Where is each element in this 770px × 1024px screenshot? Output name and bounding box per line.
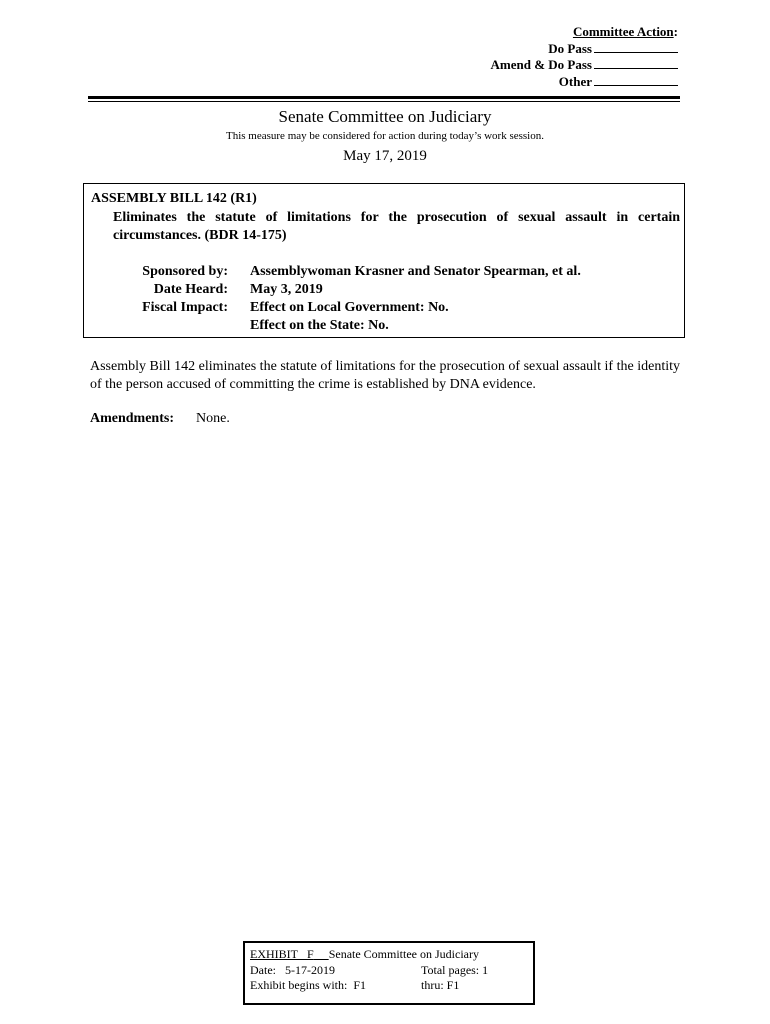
work-session-notice: This measure may be considered for action during today’s work session. xyxy=(225,130,544,142)
sponsored-value: Assemblywoman Krasner and Senator Spearman, et al. xyxy=(250,264,581,279)
other-line: Other xyxy=(491,74,678,91)
exhibit-thru-label: thru: xyxy=(421,978,444,992)
header-divider-thin xyxy=(88,101,680,102)
fiscal-state-value: Effect on the State: No. xyxy=(250,318,389,333)
exhibit-letter: F xyxy=(307,947,314,961)
bill-summary-text: Assembly Bill 142 eliminates the statute of limitations for the prosecution of sexual assault if the identity of the person accused of committing the crime is established by DNA evidence. xyxy=(90,359,680,392)
exhibit-row-1 xyxy=(250,947,533,963)
committee-action-block xyxy=(491,24,678,90)
committee-title: Senate Committee on Judiciary xyxy=(278,107,492,126)
amend-do-pass-blank xyxy=(594,57,678,69)
exhibit-begins-value: F1 xyxy=(353,978,367,992)
other-blank xyxy=(594,74,678,86)
exhibit-thru-value: F1 xyxy=(446,978,460,992)
exhibit-begins-label: Exhibit begins with: xyxy=(250,978,348,992)
do-pass-blank xyxy=(594,41,678,53)
exhibit-date-label: Date: xyxy=(250,962,276,977)
date-heard-label: Date Heard: xyxy=(153,282,228,297)
sponsored-label: Sponsored by: xyxy=(142,264,228,279)
fiscal-local-value: Effect on Local Government: No. xyxy=(250,300,449,315)
exhibit-committee: Senate Committee on Judiciary xyxy=(328,947,479,961)
bill-summary-box xyxy=(83,183,685,338)
hearing-date: May 17, 2019 xyxy=(343,148,427,164)
date-heard-value: May 3, 2019 xyxy=(250,282,323,297)
fiscal-impact-row xyxy=(84,299,684,317)
amendments-value: None. xyxy=(196,411,230,426)
exhibit-date-value: 5-17-2019 xyxy=(285,962,335,977)
committee-action-title: Committee Action: xyxy=(572,24,678,39)
sponsored-row xyxy=(84,263,684,281)
exhibit-label: EXHIBIT xyxy=(250,947,298,961)
amendments-label: Amendments: xyxy=(90,411,174,426)
fiscal-impact-label: Fiscal Impact: xyxy=(142,300,228,315)
bill-description: Eliminates the statute of limitations for the prosecution of sexual assault in certain circumstances. (BDR 14-175) xyxy=(113,210,680,243)
bill-metadata xyxy=(84,263,684,335)
exhibit-row-2 xyxy=(250,963,533,979)
exhibit-row-3 xyxy=(250,978,533,994)
total-pages-value: 1 xyxy=(482,962,489,977)
amend-do-pass-line: Amend & Do Pass xyxy=(491,57,678,74)
amendments-line xyxy=(90,411,230,427)
total-pages-label: Total pages: xyxy=(421,962,480,977)
fiscal-state-row xyxy=(84,317,684,335)
exhibit-stamp xyxy=(243,941,535,1005)
date-heard-row xyxy=(84,281,684,299)
header-divider-thick xyxy=(88,96,680,99)
bill-id: ASSEMBLY BILL 142 (R1) xyxy=(91,191,257,206)
do-pass-line: Do Pass xyxy=(491,41,678,58)
